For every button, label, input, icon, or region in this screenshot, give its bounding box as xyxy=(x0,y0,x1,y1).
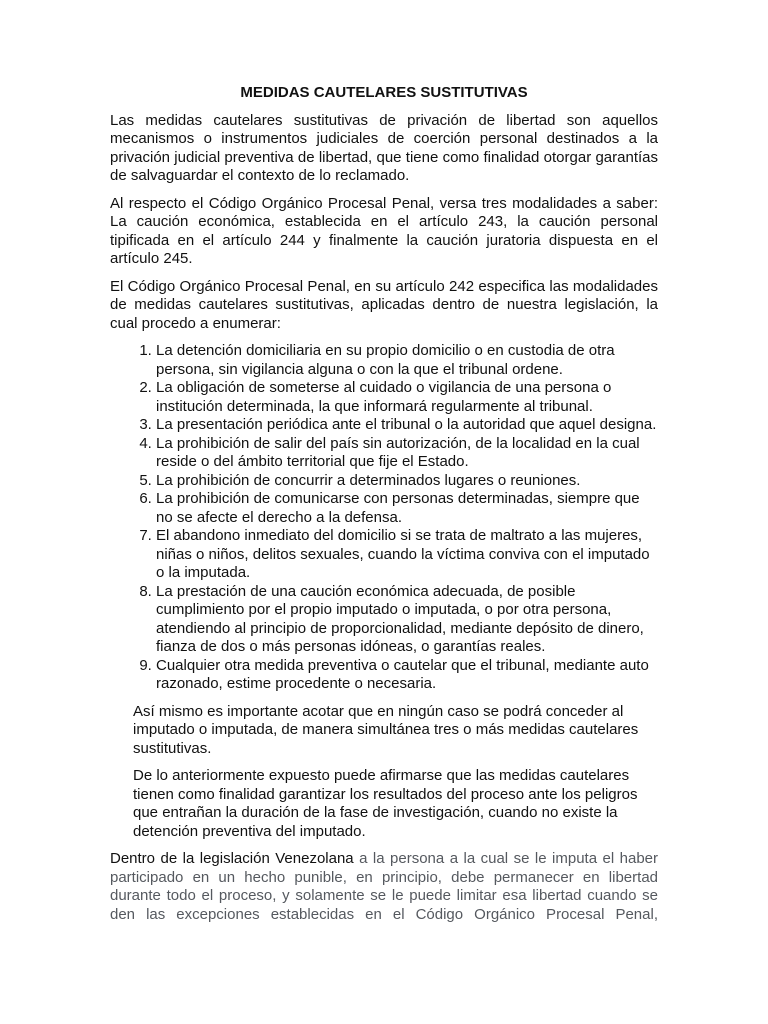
paragraph-article-242: El Código Orgánico Procesal Penal, en su artículo 242 especifica las modalidades de medidas cautelares sustitutivas, aplicadas dentro de nuestra legislación, la cual procedo a enumerar: xyxy=(110,277,658,332)
paragraph-modalities: Al respecto el Código Orgánico Procesal Penal, versa tres modalidades a saber: La caución económica, establecida en el artículo 243, la caución personal tipificada en el artículo 244 y finalmente la caución juratoria dispuesta en el artículo 245. xyxy=(110,194,658,267)
document-page xyxy=(110,84,658,924)
list-item: 6. La prohibición de comunicarse con personas determinadas, siempre que no se afecte el derecho a la defensa. xyxy=(156,490,658,527)
paragraph-simultaneous-measures: Así mismo es importante acotar que en ningún caso se podrá conceder al imputado o imputada, de manera simultánea tres o más medidas cautelares sustitutivas. xyxy=(133,702,639,757)
list-item: 3. La presentación periódica ante el tribunal o la autoridad que aquel designa. xyxy=(156,416,658,435)
paragraph-definition: Las medidas cautelares sustitutivas de privación de libertad son aquellos mecanismos o instrumentos judiciales de coerción personal destinados a la privación judicial preventiva de libertad, que tiene como finalidad otorgar garantías de salvaguardar el contexto de lo reclamado. xyxy=(110,111,658,184)
document-title: MEDIDAS CAUTELARES SUSTITUTIVAS xyxy=(240,84,528,101)
measures-list xyxy=(110,342,658,694)
list-item: 1. La detención domiciliaria en su propio domicilio o en custodia de otra persona, sin vigilancia alguna o con la que el tribunal ordene. xyxy=(156,342,658,379)
list-item: 7. El abandono inmediato del domicilio si se trata de maltrato a las mujeres, niñas o niños, delitos sexuales, cuando la víctima conviva con el imputado o la imputada. xyxy=(156,527,658,583)
list-item: 4. La prohibición de salir del país sin autorización, de la localidad en la cual reside o del ámbito territorial que fije el Estado. xyxy=(156,435,658,472)
list-item: 8. La prestación de una caución económica adecuada, de posible cumplimiento por el propio imputado o imputada, o por otra persona, atendiendo al principio de proporcionalidad, mediante depósito de dinero, fianza de dos o más personas idóneas, o garantías reales. xyxy=(156,583,658,657)
list-item: 5. La prohibición de concurrir a determinados lugares o reuniones. xyxy=(156,472,658,491)
list-item: 2. La obligación de someterse al cuidado o vigilancia de una persona o institución determinada, la que informará regularmente al tribunal. xyxy=(156,379,658,416)
paragraph-lead-text: Dentro de la legislación Venezolana xyxy=(110,850,354,867)
list-item: 9. Cualquier otra medida preventiva o cautelar que el tribunal, mediante auto razonado, estime procedente o necesaria. xyxy=(156,657,658,694)
paragraph-continued-text: a la persona a la cual se le imputa el haber participado en un hecho punible, en principio, debe permanecer en libertad durante todo el proceso, y solamente se le puede limitar esa libertad cuando se den las excepciones establecidas en el Código Orgánico Procesal Penal, xyxy=(110,850,658,923)
paragraph-venezuelan-legislation xyxy=(110,850,658,924)
paragraph-conclusion: De lo anteriormente expuesto puede afirmarse que las medidas cautelares tienen como finalidad garantizar los resultados del proceso ante los peligros que entrañan la duración de la fase de investigación, cuando no existe la detención preventiva del imputado. xyxy=(133,767,638,840)
